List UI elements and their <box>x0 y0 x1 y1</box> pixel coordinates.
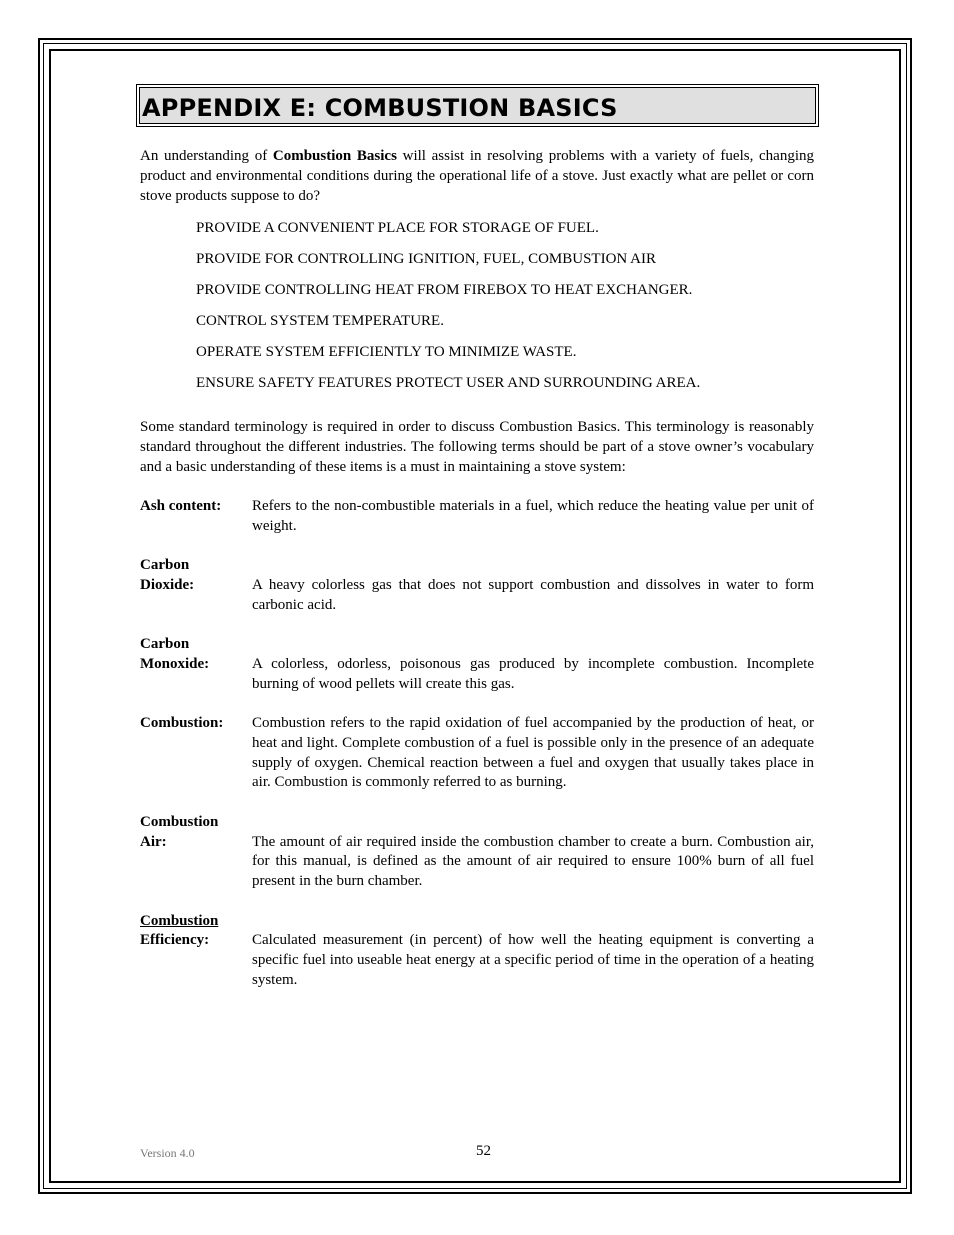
term-definition: Combustion refers to the rapid oxidation of fuel accompanied by the production of heat, or heat and light. Complete combustion of a fuel is possible only in the presence of an adequate supply of oxygen. Chemical reaction between a fuel and oxygen that usually takes place in air. Combustion is commonly referred to as burning. <box>252 714 814 791</box>
term-label: Ash content: <box>140 497 222 514</box>
term-definition: Refers to the non-combustible materials in a fuel, which reduce the heating value per unit of weight. <box>252 497 814 534</box>
duty-item: OPERATE SYSTEM EFFICIENTLY TO MINIMIZE WASTE. <box>196 344 577 361</box>
duty-item: PROVIDE FOR CONTROLLING IGNITION, FUEL, COMBUSTION AIR <box>196 251 656 268</box>
term-definition: A colorless, odorless, poisonous gas produced by incomplete combustion. Incomplete burning of wood pellets will create this gas. <box>252 655 814 692</box>
term-combustion <box>140 714 814 793</box>
intro-paragraph: An understanding of Combustion Basics will assist in resolving problems with a variety of fuels, changing product and environmental conditions during the operational life of a stove. Just exactly what are pellet or corn stove products suppose to do? <box>140 148 814 204</box>
term-definition: Calculated measurement (in percent) of how well the heating equipment is converting a specific fuel into useable heat energy at a specific period of time in the operation of a heating system. <box>252 932 814 988</box>
page-content <box>140 147 814 991</box>
terminology-intro-paragraph: Some standard terminology is required in order to discuss Combustion Basics. This terminology is reasonably standard throughout the different industries. The following terms should be part of a stove owner’s vocabulary and a basic understanding of these items is a must in maintaining a stove system: <box>140 419 814 475</box>
term-label-line2: Air: <box>140 833 167 850</box>
term-label-line2: Dioxide: <box>140 576 195 593</box>
footer-version: Version 4.0 <box>140 1146 195 1160</box>
term-definition: The amount of air required inside the combustion chamber to create a burn. Combustion air, for this manual, is defined as the amount of air required to ensure 100% burn of all fuel present in the burn chamber. <box>252 833 814 890</box>
duty-item: PROVIDE CONTROLLING HEAT FROM FIREBOX TO HEAT EXCHANGER. <box>196 282 693 299</box>
intro-bold-term: Combustion Basics <box>272 148 397 164</box>
term-label: Combustion: <box>140 714 224 731</box>
term-label-line1: Combustion <box>140 912 219 929</box>
duty-item: PROVIDE A CONVENIENT PLACE FOR STORAGE OF FUEL. <box>196 220 599 237</box>
term-combustion-air <box>140 813 814 892</box>
term-definition: A heavy colorless gas that does not support combustion and dissolves in water to form carbonic acid. <box>252 576 814 613</box>
appendix-heading: APPENDIX E: COMBUSTION BASICS <box>142 94 618 122</box>
duty-item: CONTROL SYSTEM TEMPERATURE. <box>196 313 444 330</box>
page-number: 52 <box>476 1143 491 1159</box>
term-carbon-monoxide <box>140 635 814 694</box>
term-label-line1: Carbon <box>140 635 190 652</box>
duty-item: ENSURE SAFETY FEATURES PROTECT USER AND SURROUNDING AREA. <box>196 375 701 392</box>
term-label-line1: Carbon <box>140 556 190 573</box>
term-carbon-dioxide <box>140 556 814 615</box>
term-ash-content <box>140 497 814 537</box>
stove-duties-list <box>196 217 814 403</box>
term-label-line2: Efficiency: <box>140 932 210 949</box>
term-label-line1: Combustion <box>140 813 219 830</box>
appendix-heading-box <box>136 84 819 127</box>
term-combustion-efficiency <box>140 912 814 991</box>
term-label-line2: Monoxide: <box>140 655 210 672</box>
